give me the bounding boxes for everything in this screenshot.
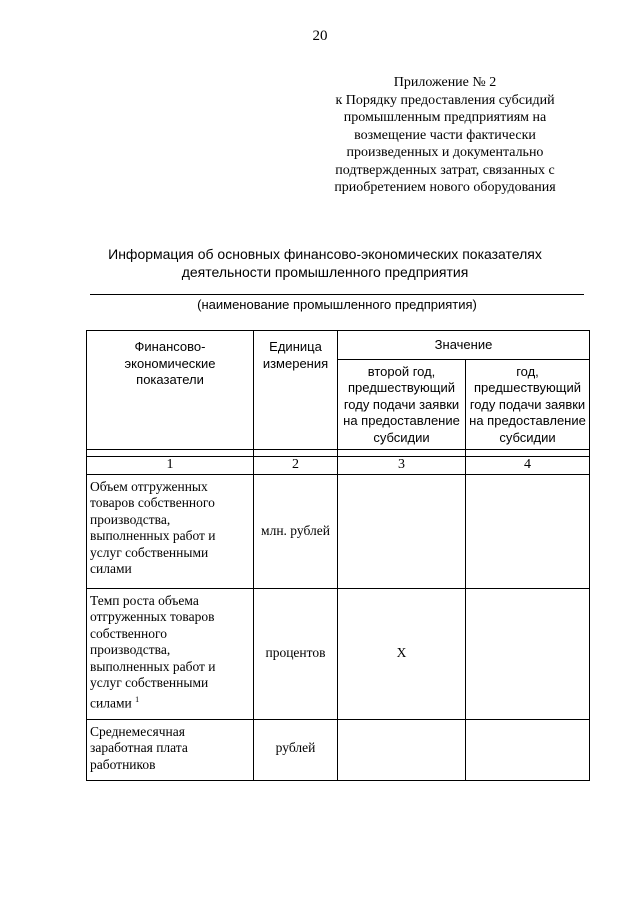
appendix-line: возмещение части фактически <box>354 127 536 143</box>
unit-cell: рублей <box>254 719 338 780</box>
indicators-table <box>86 330 590 781</box>
header-prev-year: год, предшествующий году подачи заявки на предоставление субсидии <box>466 359 590 450</box>
value-cell <box>466 588 590 719</box>
header-unit: Единица измерения <box>254 331 338 450</box>
table-gap-row <box>87 450 590 457</box>
table-row <box>87 719 590 780</box>
value-cell <box>338 719 466 780</box>
appendix-line: Приложение № 2 <box>393 75 497 90</box>
table-row <box>87 588 590 719</box>
title-line-2: деятельности промышленного предприятия <box>181 264 469 280</box>
header-second-year: второй год, предшествующий году подачи заявки на предоставление субсидии <box>338 359 466 450</box>
header-indicators: Финансово-экономические показатели <box>87 331 254 450</box>
column-number: 4 <box>466 457 590 475</box>
column-number: 1 <box>87 457 254 475</box>
appendix-line: подтвержденных затрат, связанных с <box>335 162 555 178</box>
indicator-cell: Объем отгруженных товаров собственного производства, выполненных работ и услуг собственными силами <box>87 474 254 588</box>
indicator-cell: Среднемесячная заработная плата работников <box>87 719 254 780</box>
indicator-cell <box>87 588 254 719</box>
organization-name-line <box>90 294 584 295</box>
appendix-line: приобретением нового оборудования <box>334 180 556 195</box>
header-value: Значение <box>338 331 590 360</box>
value-cell: Х <box>338 588 466 719</box>
value-cell <box>466 474 590 588</box>
document-title <box>90 245 560 281</box>
value-cell <box>466 719 590 780</box>
appendix-line: промышленным предприятиям на <box>343 110 547 125</box>
value-cell <box>338 474 466 588</box>
table-row <box>87 474 590 588</box>
column-numbers-row <box>87 457 590 475</box>
indicator-text: Темп роста объема отгруженных товаров собственного производства, выполненных работ и услуг собственными силами <box>90 592 216 710</box>
table-header-row <box>87 331 590 360</box>
footnote-marker: 1 <box>135 694 140 704</box>
column-number: 3 <box>338 457 466 475</box>
title-line-1: Информация об основных финансово-экономических показателях <box>108 246 542 262</box>
appendix-line: к Порядку предоставления субсидий <box>335 92 555 108</box>
column-number: 2 <box>254 457 338 475</box>
unit-cell: млн. рублей <box>254 474 338 588</box>
appendix-line: произведенных и документально <box>346 145 544 160</box>
unit-cell: процентов <box>254 588 338 719</box>
appendix-heading <box>310 74 580 197</box>
page-number: 20 <box>312 28 328 44</box>
organization-caption: (наименование промышленного предприятия) <box>197 297 477 312</box>
